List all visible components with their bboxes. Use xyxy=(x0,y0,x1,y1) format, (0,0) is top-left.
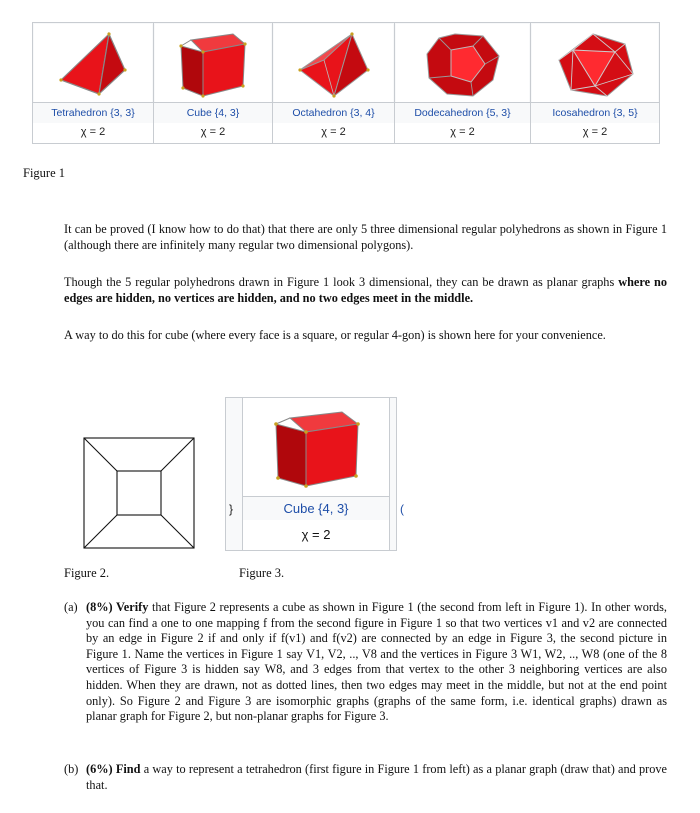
paragraph-planar-text: Though the 5 regular polyhedrons drawn in Figure 1 look 3 dimensional, they can be drawn as planar graphs xyxy=(64,275,619,289)
cube-icon xyxy=(266,408,366,490)
icosahedron-icon xyxy=(553,30,637,100)
cropped-text-right: ( xyxy=(400,502,404,516)
question-b xyxy=(64,762,667,793)
polyhedron-name[interactable]: Cube {4, 3} xyxy=(242,496,390,522)
figure1-polyhedra-table xyxy=(32,22,660,144)
cube-icon xyxy=(173,30,253,100)
polyhedron-cell-cube xyxy=(154,23,273,143)
figure1-caption: Figure 1 xyxy=(23,166,66,180)
euler-characteristic: χ = 2 xyxy=(33,123,153,143)
euler-characteristic: χ = 2 xyxy=(154,123,272,143)
question-b-text: a way to represent a tetrahedron (first figure in Figure 1 from left) as a planar graph (draw that) and prove that. xyxy=(86,762,667,792)
question-a-lead: (8%) Verify xyxy=(86,600,149,614)
polyhedron-name[interactable]: Octahedron {3, 4} xyxy=(273,102,394,124)
figure3-caption: Figure 3. xyxy=(239,566,285,580)
tetrahedron-icon xyxy=(53,30,133,98)
euler-characteristic: χ = 2 xyxy=(273,123,394,143)
paragraph-planar-emphasis: where no edges are hidden, no vertices are hidden, and no two edges meet in the middle. xyxy=(64,275,667,305)
polyhedron-cell-icosahedron xyxy=(531,23,659,143)
euler-characteristic: χ = 2 xyxy=(395,123,530,143)
paragraph-cube-example: A way to do this for cube (where every face is a square, or regular 4-gon) is shown here for your convenience. xyxy=(64,328,606,342)
polyhedron-cell-dodecahedron xyxy=(395,23,531,143)
polyhedron-name[interactable]: Cube {4, 3} xyxy=(154,102,272,124)
figure2-caption: Figure 2. xyxy=(64,566,110,580)
paragraph-planar xyxy=(64,274,667,306)
question-a xyxy=(64,600,667,725)
euler-characteristic: χ = 2 xyxy=(531,123,659,143)
polyhedron-name[interactable]: Dodecahedron {5, 3} xyxy=(395,102,530,124)
paragraph-intro: It can be proved (I know how to do that) that there are only 5 three dimensional regular polyhedrons as shown in Figure 1 (although there are infinitely many regular two dimensional polygons). xyxy=(64,222,667,252)
euler-characteristic: χ = 2 xyxy=(242,520,390,550)
question-b-label: (b) xyxy=(64,762,79,776)
polyhedron-cell-octahedron xyxy=(273,23,395,143)
polyhedron-name[interactable]: Icosahedron {3, 5} xyxy=(531,102,659,124)
figure3-cube-card xyxy=(225,397,404,551)
polyhedron-cell-tetrahedron xyxy=(33,23,154,143)
cropped-text-left: } xyxy=(229,502,234,516)
question-b-lead: (6%) Find xyxy=(86,762,141,776)
figure2-planar-cube-graph xyxy=(83,437,195,549)
question-a-text: that Figure 2 represents a cube as shown in Figure 1 (the second from left in Figure 1). In other words, you can find a one to one mapping f from the second figure in Figure 1 so that two vertices v1 and v2 are connected by an edge in Figure 2 if and only if f(v1) and f(v2) are connected by an edge in Figure 3, the second picture in Figure 1. Name the vertices in Figure 1 say V1, V2, .., V8 and the vertices in Figure 3 W1, W2, .., W8 (one of the 8 vertices of Figure 3 is hidden say W8, and 3 edges from that vertex to the other 3 neighboring vertices are also hidden. When they are drawn, not as dotted lines, then two edges may meet in the middle, but not at the end point only). So Figure 2 and Figure 3 are isomorphic graphs (graphs of the same form, i.e. identical graphs) drawn as planar graph for Figure 2, but non-planar graphs for Figure 3. xyxy=(86,600,667,724)
dodecahedron-icon xyxy=(421,30,505,100)
octahedron-icon xyxy=(294,30,374,100)
question-a-label: (a) xyxy=(64,600,78,614)
question-a-body xyxy=(86,600,667,725)
polyhedron-name[interactable]: Tetrahedron {3, 3} xyxy=(33,102,153,124)
inner-square xyxy=(117,471,161,515)
question-b-body xyxy=(86,762,667,793)
